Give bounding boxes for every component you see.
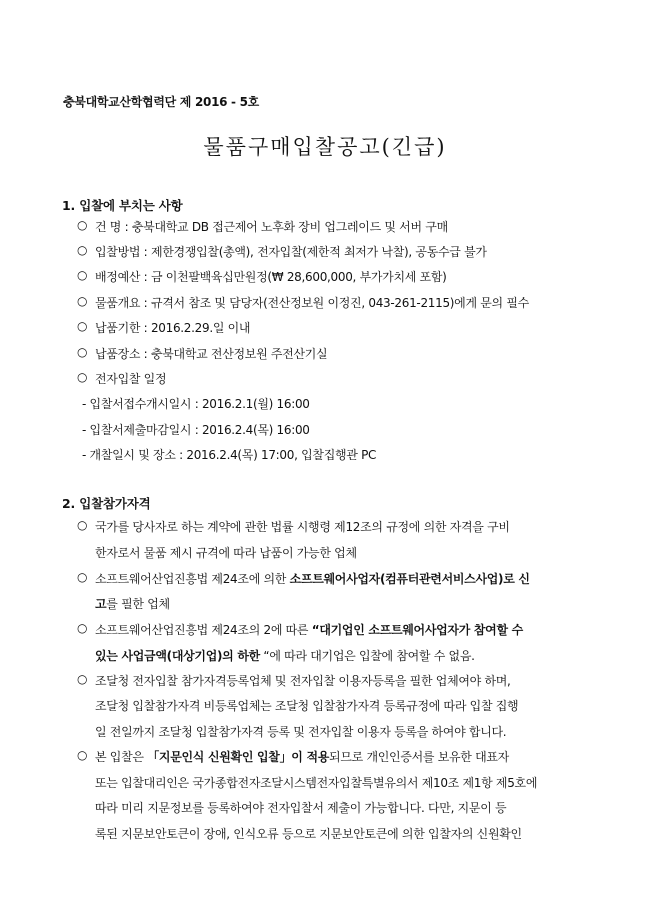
qual-3-text: 소프트웨어산업진흥법 제24조의 2에 따른 (95, 623, 312, 637)
item-overview: 물품개요 : 규격서 참조 및 담당자(전산정보원 이정진, 043-261-2115)에게 문의 필수 (95, 296, 529, 310)
qual-5-line2: 또는 입찰대리인은 국가종합전자조달시스템전자입찰특별유의서 제10조 제1항 제5호에 (95, 776, 538, 790)
document-number: 충북대학교산학협력단 제 2016 - 5호 (63, 95, 259, 109)
bullet: ○ (77, 268, 88, 282)
qual-5-line1 (95, 748, 509, 765)
qual-2-line2 (95, 595, 170, 612)
bullet: ○ (77, 345, 88, 359)
qual-2-bold: 고 (95, 597, 107, 611)
item-place: 납품장소 : 충북대학교 전산정보원 주전산기실 (95, 347, 328, 361)
qual-5-text: 되므로 개인인증서를 보유한 대표자 (329, 750, 509, 764)
bullet: ○ (77, 518, 88, 532)
bullet: ○ (77, 748, 88, 762)
bullet: ○ (77, 319, 88, 333)
qual-3-text: “에 따라 대기업은 입찰에 참여할 수 없음. (259, 649, 475, 663)
qual-5-text: 본 입찰은 (95, 750, 148, 764)
bullet: ○ (77, 621, 88, 635)
section1-heading: 1. 입찰에 부치는 사항 (62, 198, 183, 213)
schedule-opening: - 개찰일시 및 장소 : 2016.2.4(목) 17:00, 입찰집행관 PC (82, 448, 377, 462)
qual-2-bold: 소프트웨어사업자(컴퓨터관련서비스사업)로 신 (289, 572, 530, 586)
bullet: ○ (77, 672, 88, 686)
bullet: ○ (77, 218, 88, 232)
qual-4-line3: 일 전일까지 조달청 입찰참가자격 등록 및 전자입찰 이용자 등록을 하여야 합니다. (95, 725, 507, 739)
section2-heading: 2. 입찰참가자격 (62, 496, 151, 511)
qual-3-bold: 있는 사업금액(대상기업)의 하한 (95, 649, 260, 663)
qual-1-line2: 한자로서 물품 제시 규격에 따라 납품이 가능한 업체 (95, 546, 357, 560)
bullet: ○ (77, 243, 88, 257)
qual-2-text: 소프트웨어산업진흥법 제24조에 의한 (95, 572, 290, 586)
qual-4-line2: 조달청 입찰참가자격 비등록업체는 조달청 입찰참가자격 등록규정에 따라 입찰 집행 (95, 699, 519, 713)
bullet: ○ (77, 294, 88, 308)
qual-1-line1: 국가를 당사자로 하는 계약에 관한 법률 시행령 제12조의 규정에 의한 자격을 구비 (95, 520, 510, 534)
qual-5-line4: 록된 지문보안토큰이 장애, 인식오류 등으로 지문보안토큰에 의한 입찰자의 신원확인 (95, 827, 522, 841)
item-schedule: 전자입찰 일정 (95, 372, 167, 386)
qual-3-bold: “대기업인 소프트웨어사업자가 참여할 수 (311, 623, 523, 637)
item-budget: 배정예산 : 금 이천팔백육십만원정(₩ 28,600,000, 부가가치세 포함) (95, 270, 447, 284)
schedule-open: - 입찰서접수개시일시 : 2016.2.1(월) 16:00 (82, 397, 310, 411)
qual-3-line2 (95, 647, 475, 664)
qual-4-line1: 조달청 전자입찰 참가자격등록업체 및 전자입찰 이용자등록을 필한 업체여야 하며, (95, 674, 511, 688)
page-title: 물품구매입찰공고(긴급) (203, 135, 447, 159)
qual-5-line3: 따라 미리 지문정보를 등록하여야 전자입찰서 제출이 가능합니다. 다만, 지문이 등 (95, 801, 507, 815)
qual-2-line1 (95, 570, 530, 587)
qual-3-line1 (95, 621, 523, 638)
qual-2-text: 를 필한 업체 (106, 597, 170, 611)
schedule-close: - 입찰서제출마감일시 : 2016.2.4(목) 16:00 (82, 423, 310, 437)
item-subject: 건 명 : 충북대학교 DB 접근제어 노후화 장비 업그레이드 및 서버 구매 (95, 220, 448, 234)
item-bid-method: 입찰방법 : 제한경쟁입찰(총액), 전자입찰(제한적 최저가 낙찰), 공동수급 불가 (95, 245, 487, 259)
item-deadline: 납품기한 : 2016.2.29.일 이내 (95, 321, 251, 335)
bullet: ○ (77, 370, 88, 384)
bullet: ○ (77, 570, 88, 584)
qual-5-bold: 「지문인식 신원확인 입찰」이 적용 (147, 750, 330, 764)
